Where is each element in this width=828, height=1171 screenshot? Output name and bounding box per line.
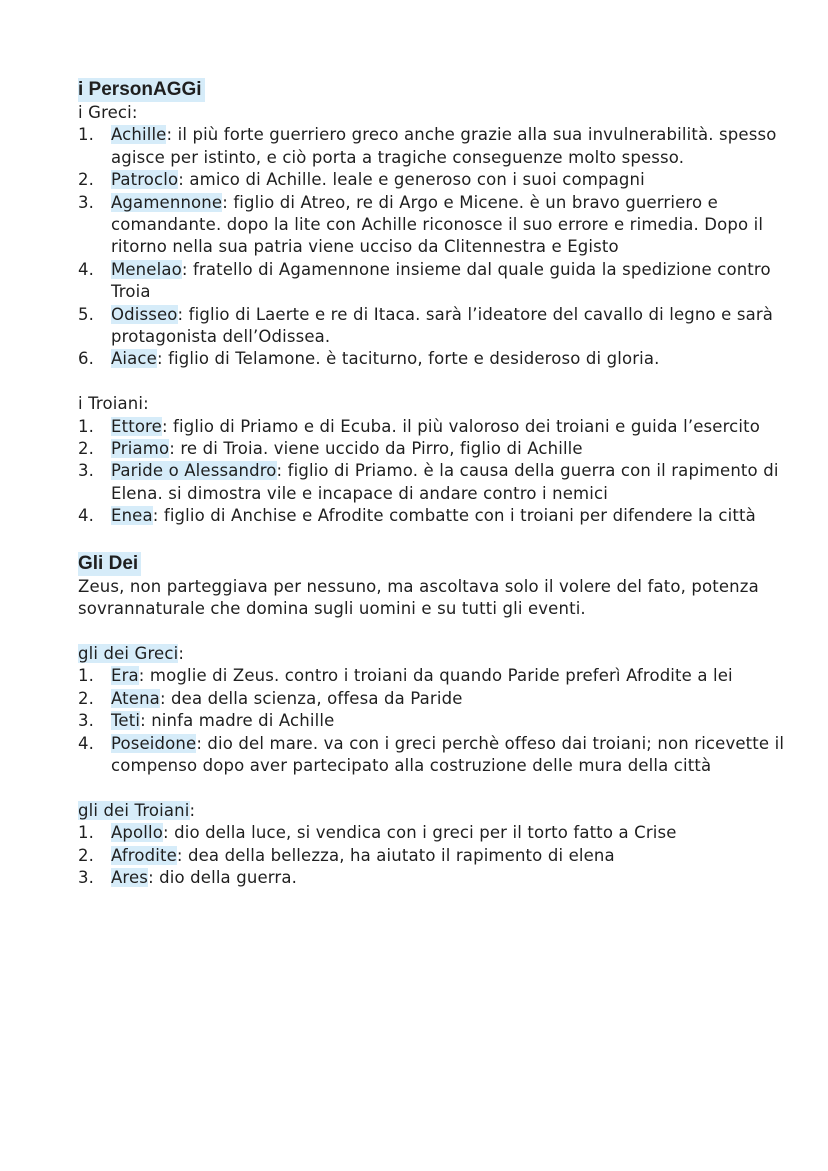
list-troiani (78, 416, 788, 528)
list-item: 3. Paride o Alessandro: figlio di Priamo. è la causa della guerra con il rapimento di Elena. si dimostra vile e incapace di andare contro i nemici (78, 461, 779, 503)
list-item: 2. Patroclo: amico di Achille. leale e generoso con i suoi compagni (78, 170, 645, 190)
group-label-troiani: i Troiani: (78, 394, 149, 414)
list-item: 1. Apollo: dio della luce, si vendica con i greci per il torto fatto a Crise (78, 823, 677, 843)
list-item: 4. Enea: figlio di Anchise e Afrodite combatte con i troiani per difendere la città (78, 506, 756, 526)
section-title-personaggi: i PersonAGGi (78, 78, 205, 102)
section-dei (78, 552, 788, 890)
list-item: 2. Afrodite: dea della bellezza, ha aiutato il rapimento di elena (78, 845, 615, 865)
list-item: 1. Era: moglie di Zeus. contro i troiani da quando Paride preferì Afrodite a lei (78, 666, 733, 686)
list-item: 5. Odisseo: figlio di Laerte e re di Itaca. sarà l’ideatore del cavallo di legno e sarà protagonista dell’Odissea. (78, 304, 774, 347)
group-label-dei-greci: gli dei Greci: (78, 643, 185, 663)
list-item: 6. Aiace: figlio di Telamone. è taciturno, forte e desideroso di gloria. (78, 349, 660, 369)
section-personaggi (78, 78, 788, 528)
list-item: 4. Menelao: fratello di Agamennone insieme dal quale guida la spedizione contro Troia (78, 259, 771, 302)
list-item: 3. Agamennone: figlio di Atreo, re di Argo e Micene. è un bravo guerriero e comandante. dopo la lite con Achille riconosce il suo errore e rimedia. Dopo il ritorno nella sua patria viene ucciso da Clitennestra e Egisto (78, 192, 764, 257)
list-item: 2. Atena: dea della scienza, offesa da Paride (78, 688, 463, 708)
group-label-greci: i Greci: (78, 103, 138, 122)
group-label-dei-troiani: gli dei Troiani: (78, 800, 196, 820)
section-title-dei: Gli Dei (78, 552, 141, 576)
list-item: 4. Poseidone: dio del mare. va con i greci perchè offeso dai troiani; non ricevette il compenso dopo aver partecipato alla costruzione delle mura della città (78, 733, 785, 775)
list-greci (78, 124, 788, 370)
list-item: 3. Teti: ninfa madre di Achille (78, 711, 335, 731)
list-item: 2. Priamo: re di Troia. viene uccido da Pirro, figlio di Achille (78, 439, 583, 459)
list-item: 3. Ares: dio della guerra. (78, 867, 297, 887)
list-item: 1. Achille: il più forte guerriero greco anche grazie alla sua invulnerabilità. spesso agisce per istinto, e ciò porta a tragiche conseguenze molto spesso. (78, 125, 777, 167)
list-dei-greci (78, 665, 788, 777)
list-dei-troiani (78, 822, 788, 889)
dei-intro: Zeus, non parteggiava per nessuno, ma ascoltava solo il volere del fato, potenza sovrannaturale che domina sugli uomini e su tutti gli eventi. (78, 576, 759, 619)
list-item: 1. Ettore: figlio di Priamo e di Ecuba. il più valoroso dei troiani e guida l’esercito (78, 416, 760, 436)
